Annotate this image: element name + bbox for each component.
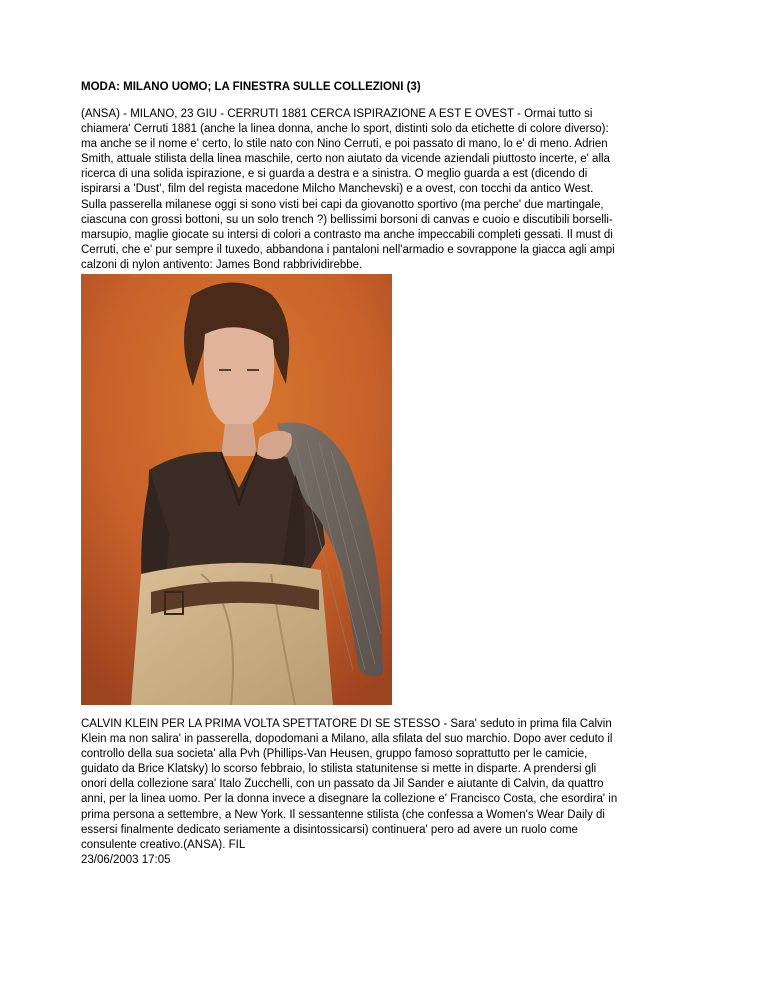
article-paragraph-calvin-klein [81, 717, 693, 868]
paragraph-line: essersi finalmente dedicato seriamente a disintossicarsi) continuera' pero ad avere un ruolo come [81, 823, 578, 836]
paragraph-line: prima persona a settembre, a New York. Il sessantenne stilista (che confessa a Women's Wear Daily di [81, 808, 605, 821]
paragraph-line: ciascuna con grossi bottoni, su un solo trench ?) bellissimi borsoni di canvas e cuoio e discutibili borselli- [81, 213, 613, 226]
paragraph-line: guidato da Brice Klatsky) lo scorso febbraio, lo stilista statunitense si mette in disparte. A prendersi gli [81, 763, 597, 776]
paragraph-line: Cerruti, che e' pur sempre il tuxedo, abbandona i pantaloni nell'armadio e sovrappone la giacca agli ampi [81, 243, 615, 256]
paragraph-line: (ANSA) - MILANO, 23 GIU - CERRUTI 1881 CERCA ISPIRAZIONE A EST E OVEST - Ormai tutto si [81, 108, 593, 120]
paragraph-line: ispirarsi a 'Dust', film del regista macedone Milcho Manchevski) e a ovest, con tocchi da antico West. [81, 183, 594, 196]
paragraph-line: calzoni di nylon antivento: James Bond rabbrividirebbe. [81, 258, 363, 271]
paragraph-line: onori della collezione sara' Italo Zucchelli, con un passato da Jil Sander e aiutante di Calvin, da quattro [81, 778, 604, 791]
paragraph-line: ricerca di una solida ispirazione, e si guarda a destra e a sinistra. O meglio guarda a est (dicendo di [81, 168, 588, 181]
paragraph-line: CALVIN KLEIN PER LA PRIMA VOLTA SPETTATORE DI SE STESSO - Sara' seduto in prima fila Calvin [81, 718, 612, 730]
paragraph-line: chiamera' Cerruti 1881 (anche la linea donna, anche lo sport, distinti solo da etichette di colore diverso): [81, 123, 609, 136]
paragraph-line: ma anche se il nome e' certo, lo stile nato con Nino Cerruti, e poi passato di mano, lo e' di meno. Adrien [81, 138, 608, 151]
article-title: MODA: MILANO UOMO; LA FINESTRA SULLE COLLEZIONI (3) [81, 81, 421, 93]
runway-photo [81, 274, 392, 705]
paragraph-line: Klein ma non salira' in passerella, dopodomani a Milano, alla sfilata del suo marchio. Dopo aver ceduto il [81, 733, 613, 746]
runway-photo-illustration [81, 274, 392, 705]
paragraph-line: controllo della sua societa' alla Pvh (Phillips-Van Heusen, gruppo famoso soprattutto per le camicie, [81, 748, 588, 761]
article-paragraph-cerruti [81, 107, 693, 273]
paragraph-line: marsupio, maglie giocate su intersi di colori a contrasto ma anche impeccabili completi gessati. Il must di [81, 228, 613, 241]
article-dateline: 23/06/2003 17:05 [81, 853, 171, 866]
neck [221, 424, 257, 456]
paragraph-line: anni, per la linea uomo. Per la donna invece a disegnare la collezione e' Francisco Costa, che esordira' in [81, 793, 618, 806]
paragraph-line: Smith, attuale stilista della linea maschile, certo non aiutato da vicende aziendali piuttosto incerte, e' alla [81, 153, 610, 166]
paragraph-line: Sulla passerella milanese oggi si sono visti bei capi da giovanotto sportivo (ma perche' due martingale, [81, 198, 604, 211]
paragraph-line: consulente creativo.(ANSA). FIL [81, 838, 246, 851]
